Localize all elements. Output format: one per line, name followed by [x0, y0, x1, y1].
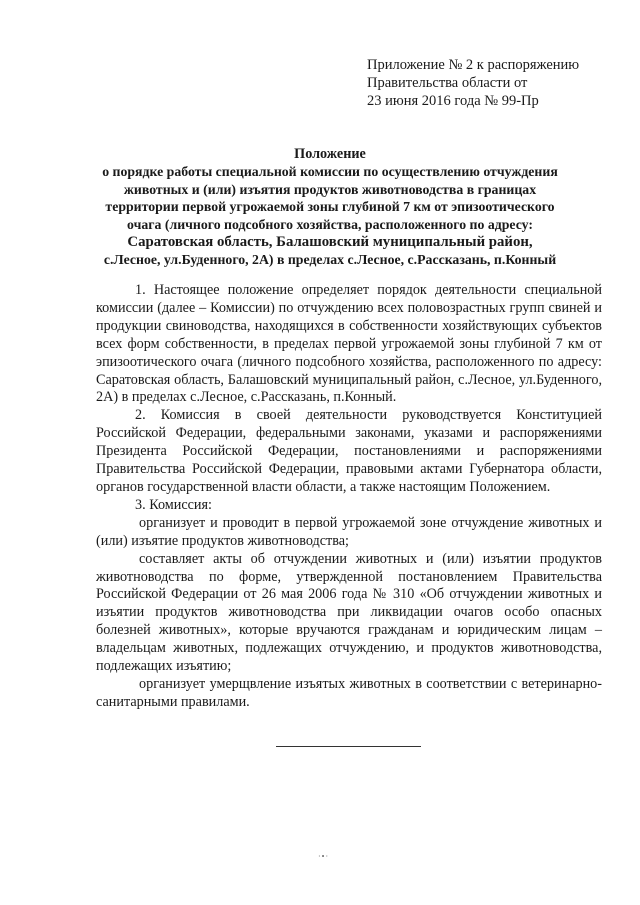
- appendix-reference: [367, 56, 579, 110]
- appendix-line-1: Приложение № 2 к распоряжению: [367, 57, 580, 73]
- paragraph-3: 3. Комиссия:: [135, 496, 212, 513]
- paragraph-2: 2. Комиссия в своей деятельности руководствуется Конституцией Российской Федерации, федеральными законами, указами и распоряжениями Президента Российской Федерации, постановлениями и распоряжениями Правительства Российской Федерации, правовыми актами Губернатора области, органов государственной власти области, а также настоящим Положением.: [96, 407, 602, 495]
- heading-line: с.Лесное, ул.Буденного, 2А) в пределах с.Лесное, с.Рассказань, п.Конный: [103, 252, 557, 268]
- paragraph-3-item-1: организует и проводит в первой угрожаемой зоне отчуждение животных и (или) изъятие продуктов животноводства;: [96, 514, 602, 549]
- paragraph-3-item-2: составляет акты об отчуждении животных и (или) изъятии продуктов животноводства по форме, утвержденной постановлением Правительства Российской Федерации от 26 мая 2006 года № 310 «Об отчуждении животных и изъятии продуктов животноводства при ликвидации очагов особо опасных болезней животных», которые вручаются гражданам и юридическим лицам – владельцам животных, подлежащих отчуждению, и продуктов животноводства, подлежащих изъятию;: [96, 550, 602, 675]
- appendix-line-2: Правительства области от: [367, 75, 528, 91]
- scan-mark: ·•·: [318, 852, 330, 861]
- heading-line: животных и (или) изъятия продуктов животноводства в границах: [123, 181, 537, 197]
- heading-line: о порядке работы специальной комиссии по осуществлению отчуждения: [102, 164, 558, 180]
- appendix-line-3: 23 июня 2016 года № 99-Пр: [367, 93, 539, 109]
- closing-divider: [276, 746, 421, 747]
- document-body: [96, 282, 602, 712]
- heading-title: Положение: [294, 146, 366, 162]
- heading-line: очага (личного подсобного хозяйства, расположенного по адресу:: [127, 216, 533, 232]
- heading-line: Саратовская область, Балашовский муниципальный район,: [127, 234, 533, 251]
- document-heading: [80, 146, 580, 268]
- heading-line: территории первой угрожаемой зоны глубиной 7 км от эпизоотического: [105, 199, 555, 215]
- paragraph-1: 1. Настоящее положение определяет порядок деятельности специальной комиссии (далее – Комиссии) по отчуждению всех половозрастных групп свиней и продукции свиноводства, находящихся в собственности хозяйствующих субъектов всех форм собственности, в пределах первой угрожаемой зоны глубиной 7 км от эпизоотического очага (личного подсобного хозяйства, расположенного по адресу: Саратовская область, Балашовский муниципальный район, с.Лесное, ул.Буденного, 2А) в пределах с.Лесное, с.Рассказань, п.Конный.: [96, 282, 602, 406]
- paragraph-3-item-3: организует умерщвление изъятых животных в соответствии с ветеринарно-санитарными правилами.: [96, 675, 602, 710]
